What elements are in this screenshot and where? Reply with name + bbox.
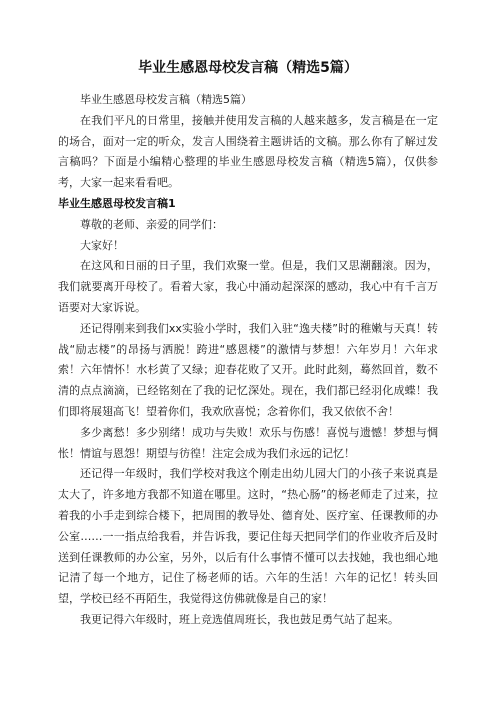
body-paragraph: 还记得一年级时，我们学校对我这个刚走出幼儿园大门的小孩子来说真是太大了，许多地方我都不知道在哪里。这时，“热心肠”的杨老师走了过来，拉着我的小手走到综合楼下，把周围的教导处、德育处、医疗室、任课教师的办公室……一一指点给我看，并告诉我，要记住每天把同学们的作业收齐后及时送到任课教师的办公室，另外，以后有什么事情不懂可以去找她，我也细心地记清了每一个地方，记住了杨老师的话。六年的生活！六年的记忆！转头回望，学校已经不再陌生，我觉得这仿佛就像是自己的家！ (58, 467, 438, 606)
salutation-paragraph: 尊敬的老师、亲爱的同学们： (80, 217, 223, 231)
intro-paragraph: 在我们平凡的日常里，接触并使用发言稿的人越来越多，发言稿是在一定的场合，面对一定的听众，发言人围绕着主题讲话的文稿。那么你有了解过发言稿吗？下面是小编精心整理的毕业生感恩母校发言稿（精选5篇），仅供参考，大家一起来看看吧。 (58, 113, 438, 190)
body-paragraph: 多少离愁！多少别绪！成功与失败！欢乐与伤感！喜悦与遗憾！梦想与惆怅！情谊与恩怨！期望与彷徨！注定会成为我们永远的记忆！ (58, 425, 438, 460)
body-paragraph: 我更记得六年级时，班上竞选值周班长，我也鼓足勇气站了起来。 (80, 612, 399, 626)
greeting-paragraph: 大家好！ (80, 238, 124, 252)
intro-heading: 毕业生感恩母校发言稿（精选5篇） (80, 93, 252, 106)
body-paragraph: 在这风和日丽的日子里，我们欢聚一堂。但是，我们又思潮翻滚。因为，我们就要离开母校了。看着大家，我心中涌动起深深的感动，我心中有千言万语要对大家诉说。 (58, 259, 438, 314)
section-heading: 毕业生感恩母校发言稿1 (58, 196, 176, 210)
body-paragraph: 还记得刚来到我们xx实验小学时，我们入驻“逸夫楼”时的稚嫩与天真！转战“励志楼”的昂扬与洒脱！跨进“感恩楼”的激情与梦想！六年岁月！六年求索！六年情怀！水杉黄了又绿；迎春花败了又开。此时此刻，蓦然回首，数不清的点点滴滴，已经铭刻在了我的记忆深处。现在，我们都已经羽化成蝶！我们即将展翅高飞！望着你们，我欢欣喜悦；念着你们，我又依依不舍！ (58, 321, 438, 418)
document-title: 毕业生感恩母校发言稿（精选5篇） (138, 60, 358, 76)
